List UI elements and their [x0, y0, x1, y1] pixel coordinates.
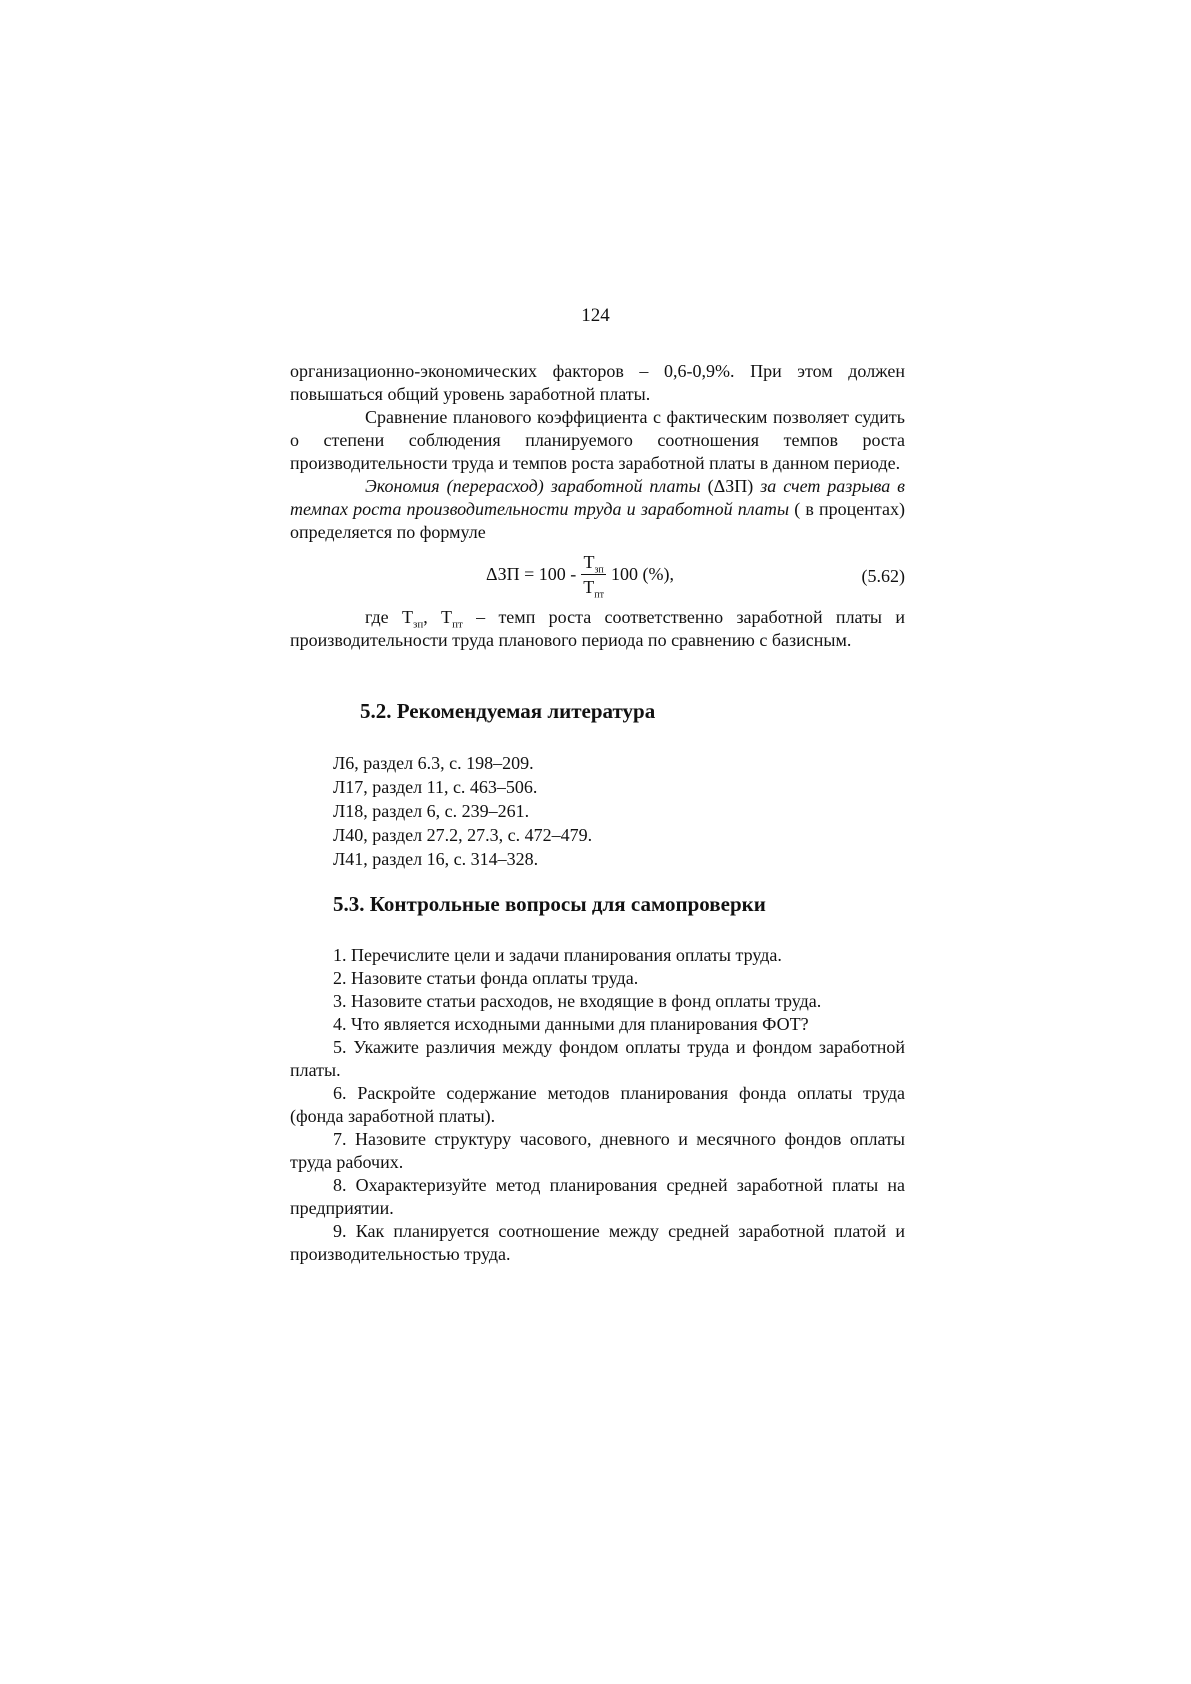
literature-item: Л17, раздел 11, с. 463–506.	[333, 777, 538, 797]
page-number: 124	[581, 305, 610, 326]
question-item: 5. Укажите различия между фондом оплаты труда и фондом заработной платы.	[290, 1037, 905, 1080]
literature-item: Л6, раздел 6.3, с. 198–209.	[333, 753, 534, 773]
paragraph-3-italic-a: Экономия (перерасход) заработной платы	[365, 476, 701, 496]
where-rest: – темп роста соответственно заработной платы и производительности труда планового периода по сравнению с базисным.	[290, 607, 906, 650]
formula-lhs: ΔЗП = 100 -	[486, 564, 577, 584]
section-questions-title: 5.3. Контрольные вопросы для самопроверки	[333, 892, 766, 916]
formula-denominator-base: Т	[583, 577, 595, 597]
formula-numerator	[581, 550, 605, 575]
paragraph-3-italic-b: за счет разрыва в темпах роста производительности труда и заработной платы	[290, 476, 905, 519]
question-item: 9. Как планируется соотношение между средней заработной платой и производительностью труда.	[290, 1221, 905, 1264]
where-sub-1: зп	[412, 618, 424, 631]
where-prefix: где Т	[365, 607, 413, 627]
where-middle: , Т	[423, 607, 453, 627]
formula-denominator	[581, 575, 606, 599]
question-item: 8. Охарактеризуйте метод планирования средней заработной платы на предприятии.	[290, 1175, 905, 1218]
literature-item: Л40, раздел 27.2, 27.3, с. 472–479.	[333, 825, 593, 845]
question-item: 7. Назовите структуру часового, дневного и месячного фондов оплаты труда рабочих.	[290, 1129, 905, 1172]
literature-list	[290, 751, 905, 871]
formula-block	[290, 546, 905, 606]
page-content	[290, 360, 905, 1266]
formula	[486, 550, 674, 599]
paragraph-3-plain-a: (ΔЗП)	[700, 476, 761, 496]
paragraph-3-plain-b: ( в процентах) определяется по формуле	[290, 499, 905, 542]
formula-numerator-base: Т	[583, 552, 595, 572]
formula-fraction	[581, 550, 606, 599]
question-item: 1. Перечислите цели и задачи планирования оплаты труда.	[333, 945, 782, 965]
where-sub-2: пт	[452, 618, 463, 631]
formula-rhs: 100 (%),	[610, 564, 674, 584]
literature-item: Л18, раздел 6, с. 239–261.	[333, 801, 530, 821]
question-item: 3. Назовите статьи расходов, не входящие в фонд оплаты труда.	[333, 991, 822, 1011]
question-item: 2. Назовите статьи фонда оплаты труда.	[333, 968, 639, 988]
paragraph-2: Сравнение планового коэффициента с фактическим позволяет судить о степени соблюдения планируемого соотношения темпов роста производительности труда и темпов роста заработной платы в данном периоде.	[290, 407, 905, 473]
literature-item: Л41, раздел 16, с. 314–328.	[333, 849, 539, 869]
question-item: 4. Что является исходными данными для планирования ФОТ?	[333, 1014, 809, 1034]
paragraph-3	[290, 475, 905, 544]
formula-explanation	[290, 606, 905, 652]
questions-list	[290, 944, 905, 1266]
formula-number: (5.62)	[861, 566, 905, 586]
section-literature-title: 5.2. Рекомендуемая литература	[360, 699, 656, 723]
formula-denominator-sub: пт	[594, 589, 604, 601]
paragraph-1: организационно-экономических факторов – 0,6-0,9%. При этом должен повышаться общий уровень заработной платы.	[290, 361, 905, 404]
formula-numerator-sub: зп	[594, 564, 604, 576]
question-item: 6. Раскройте содержание методов планирования фонда оплаты труда (фонда заработной платы).	[290, 1083, 905, 1126]
